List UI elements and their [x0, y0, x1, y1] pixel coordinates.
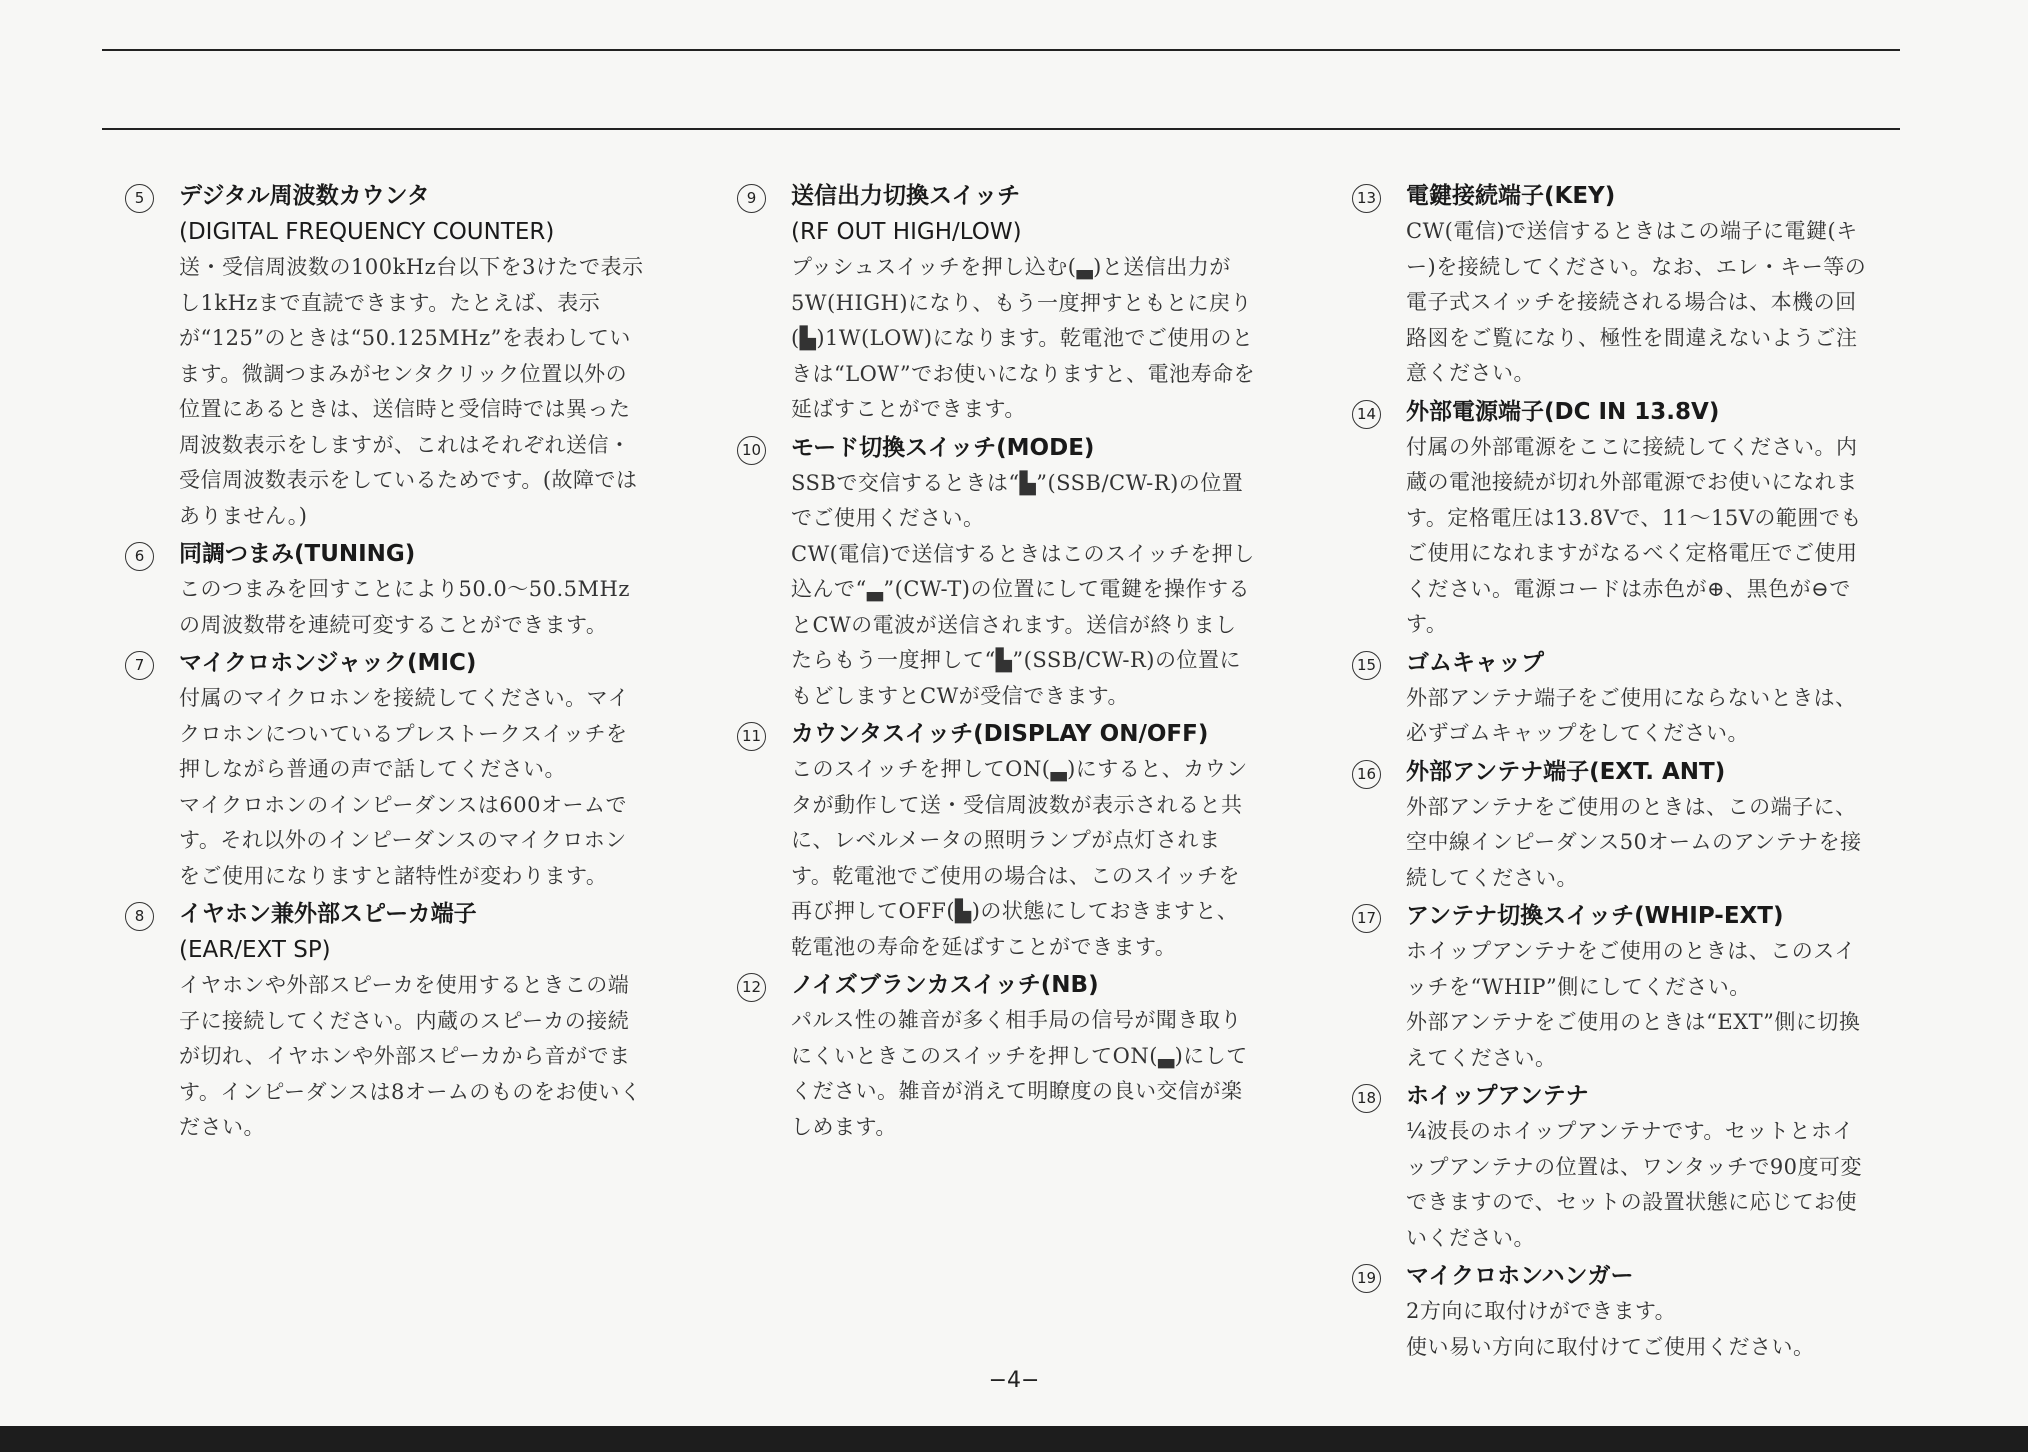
item-description: SSBで交信するときは“▙”(SSB/CW-R)の位置でご使用ください。 — [791, 470, 1244, 530]
item-title: イヤホン兼外部スピーカ端子 — [179, 901, 477, 927]
item-description: このスイッチを押してON(▃)にすると、カウンタが動作して送・受信周波数が表示されると共に、レベルメータの照明ランプが点灯されます。乾電池でご使用の場合は、このスイッチを再び押してOFF(▙)の状態にしておきますと、乾電池の寿命を延ばすことができます。 — [791, 757, 1248, 959]
item-description: ホイップアンテナをご使用のときは、このスイッチを“WHIP”側にしてください。 — [1406, 939, 1856, 999]
column-1 — [125, 178, 645, 1148]
header-rule — [102, 128, 1900, 130]
item-number-badge: 17 — [1352, 904, 1381, 933]
item-18 — [1352, 1078, 1872, 1256]
item-10 — [737, 430, 1257, 715]
item-description: イヤホンや外部スピーカを使用するときこの端子に接続してください。内蔵のスピーカの接続が切れ、イヤホンや外部スピーカから音がでます。インピーダンスは8オームのものをお使いください。 — [179, 973, 642, 1139]
item-6 — [125, 536, 645, 643]
column-2 — [737, 178, 1257, 1147]
item-title: カウンタスイッチ(DISPLAY ON/OFF) — [791, 721, 1209, 747]
item-description: 付属のマイクロホンを接続してください。マイクロホンについているプレストークスイッチを押しながら普通の声で話してください。 — [179, 686, 630, 781]
item-title: 同調つまみ(TUNING) — [179, 541, 416, 567]
item-title: ゴムキャップ — [1406, 649, 1544, 676]
item-14 — [1352, 394, 1872, 643]
item-number-badge: 8 — [125, 902, 154, 931]
item-number-badge: 11 — [737, 722, 766, 751]
item-description: パルス性の雑音が多く相手局の信号が聞き取りにくいときこのスイッチを押してON(▃)にしてください。雑音が消えて明瞭度の良い交信が楽しめます。 — [791, 1008, 1248, 1139]
item-16 — [1352, 754, 1872, 897]
item-7 — [125, 645, 645, 894]
item-11 — [737, 716, 1257, 965]
item-13 — [1352, 178, 1872, 392]
item-title: ホイップアンテナ — [1406, 1083, 1589, 1109]
item-description: 外部アンテナ端子をご使用にならないときは、必ずゴムキャップをしてください。 — [1406, 685, 1857, 745]
item-8 — [125, 896, 645, 1146]
item-number-badge: 10 — [737, 436, 766, 465]
item-title: アンテナ切換スイッチ(WHIP-EXT) — [1406, 903, 1784, 929]
item-subtitle: (DIGITAL FREQUENCY COUNTER) — [179, 219, 555, 245]
page-number: −4− — [988, 1368, 1040, 1393]
item-number-badge: 14 — [1352, 400, 1381, 429]
item-number-badge: 18 — [1352, 1084, 1381, 1113]
item-description: 外部アンテナをご使用のときは、この端子に、空中線インピーダンス50オームのアンテナを接続してください。 — [1406, 794, 1862, 890]
item-description: このつまみを回すことにより50.0〜50.5MHzの周波数帯を連続可変することができます。 — [179, 577, 630, 637]
item-title: 電鍵接続端子(KEY) — [1406, 183, 1616, 209]
item-15 — [1352, 645, 1872, 752]
item-title: デジタル周波数カウンタ — [179, 183, 430, 209]
scan-edge — [0, 1426, 2028, 1452]
item-number-badge: 12 — [737, 973, 766, 1002]
item-19 — [1352, 1258, 1872, 1365]
item-title: モード切換スイッチ(MODE) — [791, 434, 1095, 461]
item-description: CW(電信)で送信するときはこの端子に電鍵(キー)を接続してください。なお、エレ・キー等の電子式スイッチを接続される場合は、本機の回路図をご覧になり、極性を間違えないようご注意ください。 — [1406, 219, 1867, 385]
item-title: 送信出力切換スイッチ — [791, 183, 1021, 209]
item-description: マイクロホンのインピーダンスは600オームです。それ以外のインピーダンスのマイクロホンをご使用になりますと諸特性が変わります。 — [179, 792, 627, 888]
item-9 — [737, 178, 1257, 428]
top-rule — [102, 49, 1900, 51]
item-number-badge: 13 — [1352, 184, 1381, 213]
item-number-badge: 9 — [737, 184, 766, 213]
item-description: 付属の外部電源をここに接続してください。内蔵の電池接続が切れ外部電源でお使いになれます。定格電圧は13.8Vで、11〜15Vの範囲でもご使用になれますがなるべく定格電圧でご使用ください。電源コードは赤色が⊕、黒色が⊖です。 — [1406, 434, 1862, 636]
item-5 — [125, 178, 645, 534]
item-description: CW(電信)で送信するときはこのスイッチを押し込んで“▃”(CW-T)の位置にして電鍵を操作するとCWの電波が送信されます。送信が終りましたらもう一度押して“▙”(SSB/CW-R)の位置にもどしますとCWが受信できます。 — [791, 541, 1255, 708]
item-subtitle: (EAR/EXT SP) — [179, 937, 331, 963]
item-number-badge: 7 — [125, 651, 154, 680]
item-title: マイクロホンハンガー — [1406, 1263, 1634, 1289]
item-description: 送・受信周波数の100kHz台以下を3けたで表示し1kHzまで直読できます。たとえば、表示が“125”のときは“50.125MHz”を表わしています。微調つまみがセンタクリック位置以外の位置にあるときは、送信時と受信時では異った周波数表示をしますが、これはそれぞれ送信・受信周波数表示をしているためです。(故障ではありません。) — [179, 255, 644, 528]
item-number-badge: 16 — [1352, 760, 1381, 789]
item-description: 2方向に取付けができます。 — [1406, 1299, 1677, 1323]
item-number-badge: 6 — [125, 542, 154, 571]
item-number-badge: 5 — [125, 184, 154, 213]
item-title: ノイズブランカスイッチ(NB) — [791, 972, 1099, 998]
item-title: 外部アンテナ端子(EXT. ANT) — [1406, 758, 1726, 785]
item-12 — [737, 967, 1257, 1145]
item-description: プッシュスイッチを押し込む(▃)と送信出力が5W(HIGH)になり、もう一度押すともとに戻り(▙)1W(LOW)になります。乾電池でご使用のときは“LOW”でお使いになりますと、電池寿命を延ばすことができます。 — [791, 255, 1256, 421]
item-description: 使い易い方向に取付けてご使用ください。 — [1406, 1334, 1815, 1359]
item-number-badge: 19 — [1352, 1264, 1381, 1293]
column-3 — [1352, 178, 1872, 1367]
item-number-badge: 15 — [1352, 651, 1381, 680]
item-description: 外部アンテナをご使用のときは“EXT”側に切換えてください。 — [1406, 1010, 1861, 1070]
item-title: 外部電源端子(DC IN 13.8V) — [1406, 398, 1720, 425]
item-subtitle: (RF OUT HIGH/LOW) — [791, 219, 1022, 245]
item-title: マイクロホンジャック(MIC) — [179, 650, 477, 676]
item-description: ¼波長のホイップアンテナです。セットとホイップアンテナの位置は、ワンタッチで90度可変できますので、セットの設置状態に応じてお使いください。 — [1406, 1119, 1863, 1250]
item-17 — [1352, 898, 1872, 1076]
